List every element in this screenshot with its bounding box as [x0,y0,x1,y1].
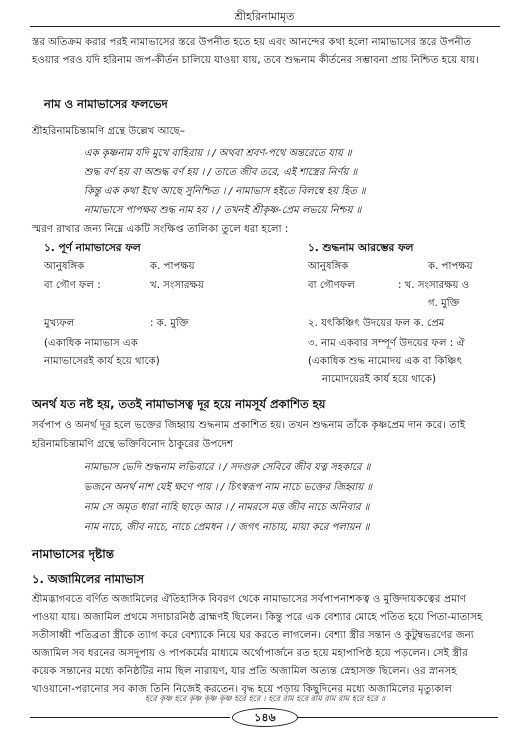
table-left-label: মুখ্যফল [44,318,75,329]
verse-line: কিন্তু এক কথা ইথে আছে সুনিশ্চিত । / নামাভাস হইতে বিলম্বে হয় হিত ॥ [84,186,366,197]
footer-rule-left [30,717,230,718]
paragraph-line: হরিনামচিন্তামণি গ্রন্থে ভক্তিবিনোদ ঠাকুরের উপদেশ [32,439,233,450]
header-rule [30,26,500,27]
table-right-value: : খ. সংসারক্ষয় ও [398,280,470,291]
reference-line: শ্রীহরিনামচিন্তামণি গ্রন্থে উল্লেখ আছে– [32,126,185,137]
table-left-value: ক. পাপক্ষয় [150,261,195,272]
paragraph-line: সর্বপাপ ও অনর্থ দূর হলে ভক্তের জিহ্বায় শুদ্ধনাম প্রকাশিত হয়। তখন শুদ্ধনাম তাঁকে কৃষ্ণপ্রেম দান করে। তাই [32,420,466,431]
paragraph-line: অজামিল সব ধরনের অসদুপায় ও পাপকর্মের মাধ্যমে অর্থোপার্জনে রত হয়ে মহাপাপিষ্ঠ হয়ে পড়লেন। সেই স্ত্রীর [32,648,468,659]
paragraph-line: খাওয়ানো-পরানোর সব কাজ তিনি নিজেই করতেন। বৃদ্ধ হয়ে পড়ায় কিছুদিনের মধ্যে অজামিলের মৃত্যুকাল [32,684,452,695]
table-left-note: (একাধিক নামাভাস এক [44,338,138,349]
table-right-value: ক. পাপক্ষয় [428,261,473,272]
section-heading-name-vs-namabhasa: নাম ও নামাভাসের ফলভেদ [44,97,168,111]
table-right-heading: ১. শুদ্ধনাম আরম্ভের ফল [308,242,414,254]
footer-rule-right [298,717,498,718]
section-heading-examples: নামাভাসের দৃষ্টান্ত [32,547,114,561]
section-heading-anartha: অনর্থ যত নষ্ট হয়, ততই নামাভাসত্ব দূর হয়ে নামসূর্য প্রকাশিত হয় [32,397,326,411]
verse-line: শুদ্ধ বর্ণ হয় বা অশুদ্ধ বর্ণ হয় । / তাতে জীব তরে, এই শাস্ত্রের নির্ণয় ॥ [84,167,358,178]
table-right-label: বা গৌণফল [308,280,355,291]
intro-line-2: হওয়ার পরও যদি হরিনাম জপ-কীর্তন চালিয়ে যাওয়া যায়, তবে শুদ্ধনাম কীর্তনের সম্ভাবনা প্রায় নিশ্চিত হয়ে যায়। [32,55,479,66]
table-left-heading: ১. পূর্ণ নামাভাসের ফল [44,242,141,254]
table-left-value: : ক. মুক্তি [150,318,189,329]
verse-line: নামাভাস ভেদি শুদ্ধনাম লভিবারে । / সদগুরু সেবিবে জীব যত্ন সহকারে ॥ [84,462,371,473]
verse-line: নাম সে অমৃত ধারা নাহি ছাড়ে আর । / নামরসে মত্ত জীব নাচে অনিবার ॥ [84,502,370,513]
paragraph-line: কয়েক সন্তানের মধ্যে কনিষ্ঠটির নাম ছিল নারায়ণ, যার প্রতি অজামিল অত্যন্ত স্নেহাসক্ত ছিলেন। ওর স্নানসহ [32,666,457,677]
intro-line-1: স্তর অতিক্রম করার পরই নামাভাসের স্তরে উপনীত হতে হয় এবং আনন্দের কথা হলো নামাভাসের স্তরে উপনীত [32,37,472,48]
footer-mahamantra: হরে কৃষ্ণ হরে কৃষ্ণ কৃষ্ণ কৃষ্ণ হরে হরে । হরে রাম হরে রাম রাম রাম হরে হরে ॥ [145,694,385,703]
verse-line: ভজনে অনর্থ নাশ যেই ক্ষণে পায় । / চিৎস্বরূপ নাম নাচে ভক্তের জিহ্বায় ॥ [84,482,373,493]
table-left-label: আনুষঙ্গিক [44,261,85,272]
verse-line: নামাভাসে পাপক্ষয় শুদ্ধ নাম হয় । / তখনই শ্রীকৃষ্ণ-প্রেম লভয়ে নিশ্চয় ॥ [84,205,362,216]
table-left-value: খ. সংসারক্ষয় [150,280,204,291]
paragraph-line: সতীসাধ্বী পতিব্রতা স্ত্রীকে ত্যাগ করে বেশ্যাকে নিয়ে ঘর করতে লাগলেন। বেশ্যা স্ত্রীর সন্তান ও কুটুম্বভরণের জন্য [32,630,474,641]
table-right-value: গ. মুক্তি [428,298,460,309]
page-number: ১৪৬ [232,708,298,727]
subsection-heading-ajamila: ১. অজামিলের নামাভাস [32,572,145,586]
paragraph-line: পাওয়া যায়। অজামিল প্রথমে সদাচারনিষ্ঠ ব্রাহ্মণই ছিলেন। কিন্তু পরে এক বেশ্যার মোহে পতিত হয়ে পিতা-মাতাসহ [32,612,483,623]
table-right-label: আনুষঙ্গিক [308,261,349,272]
verse-line: এক কৃষ্ণনাম যদি মুখে বাহিরায় । / অথবা শ্রবণ-পথে অন্তরেতে যায় ॥ [84,148,352,159]
table-left-note: নামাভাসেরই কার্য হয়ে থাকে) [44,356,160,367]
table-left-label: বা গৌণ ফল : [44,280,101,291]
running-header: শ্রীহরিনামামৃত [234,10,295,23]
verse-line: নাম নাচে, জীব নাচে, নাচে প্রেমধন । / জগৎ নাচায়, মায়া করে পলায়ন ॥ [84,522,370,533]
summary-line: স্মরণ রাখার জন্য নিম্নে একটি সংক্ষিপ্ত তালিকা তুলে ধরা হলো : [32,224,289,235]
table-right-note: নামোদয়েরই কার্য হয়ে থাকে) [322,374,436,385]
table-right-item: ২. যৎকিঞ্চিৎ উদয়ের ফল ক. প্রেম [308,318,445,329]
paragraph-line: শ্রীমদ্ভাগবতে বর্ণিত অজামিলের ঐতিহাসিক বিবরণ থেকে নামাভাসের সর্বপাপনাশকত্ব ও মুক্তিদায়কত্বের প্রমাণ [32,594,467,605]
table-right-note: (একাধিক শুদ্ধ নামোদয় এক বা কিঞ্চিৎ [308,356,462,367]
table-right-item: ৩. নাম একবার সম্পূর্ণ উদয়ের ফল : ঐ [308,338,465,349]
